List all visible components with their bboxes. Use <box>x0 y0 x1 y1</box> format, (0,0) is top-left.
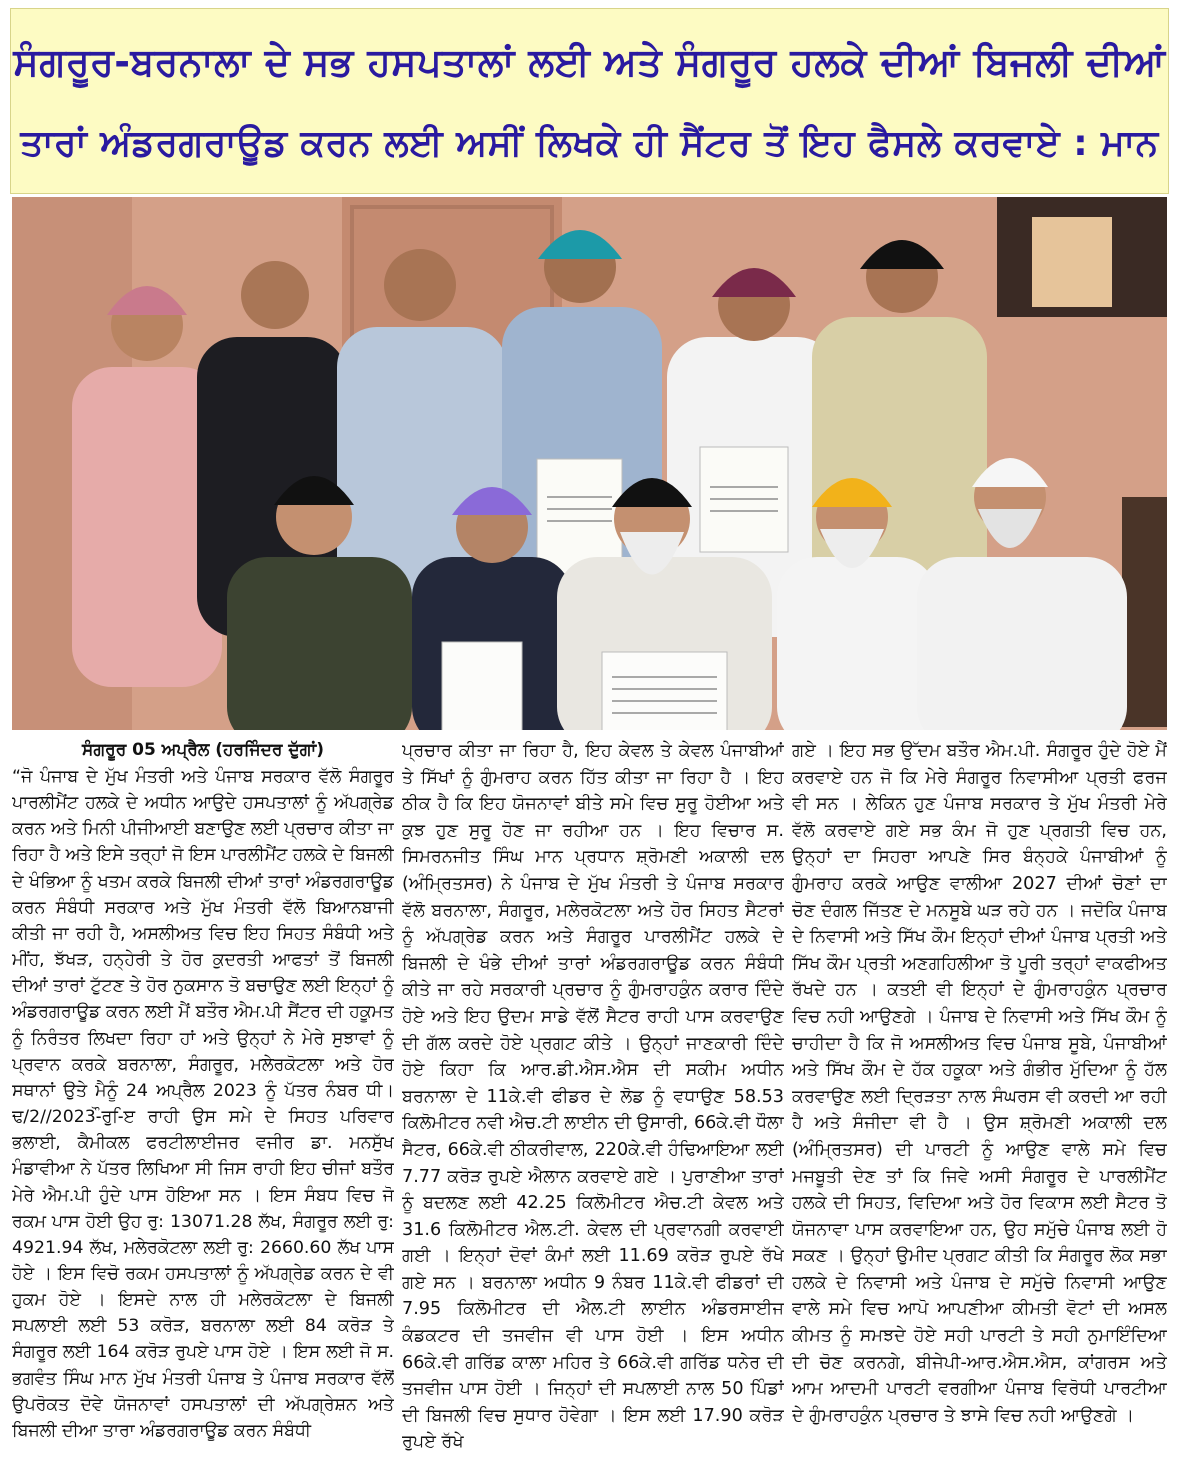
dateline: ਸੰਗਰੂਰ 05 ਅਪ੍ਰੈਲ (ਹਰਜਿੰਦਰ ਦੁੱਗਾਂ) <box>82 740 324 760</box>
document-front-2 <box>602 652 727 730</box>
column-1-text: “ਜੋ ਪੰਜਾਬ ਦੇ ਮੁੱਖ ਮੰਤਰੀ ਅਤੇ ਪੰਜਾਬ ਸਰਕਾਰ ਵੱਲੋ ਸੰਗਰੂਰ ਪਾਰਲੀਮੈਂਟ ਹਲਕੇ ਦੇ ਅਧੀਨ ਆਉਦੇ ਹਸਪਤਾਲਾਂ ਨੂੰ ਅੱਪਗ੍ਰੇਡ ਕਰਨ ਅਤੇ ਮਿਨੀ ਪੀਜੀਆਈ ਬਣਾਉਣ ਲਈ ਪ੍ਰਚਾਰ ਕੀਤਾ ਜਾ ਰਿਹਾ ਹੈ ਅਤੇ ਇਸੇ ਤਰ੍ਹਾਂ ਜੋ ਇਸ ਪਾਰਲੀਮੈਂਟ ਹਲਕੇ ਦੇ ਬਿਜਲੀ ਦੇ ਖੰਭਿਆ ਨੂੰ ਖਤਮ ਕਰਕੇ ਬਿਜਲੀ ਦੀਆਂ ਤਾਰਾਂ ਅੰਡਰਗਰਾਊਡ ਕਰਨ ਸੰਬੰਧੀ ਸਰਕਾਰ ਅਤੇ ਮੁੱਖ ਮੰਤਰੀ ਵੱਲੋ ਬਿਆਨਬਾਜੀ ਕੀਤੀ ਜਾ ਰਹੀ ਹੈ, ਅਸਲੀਅਤ ਵਿਚ ਇਹ ਸਿਹਤ ਸੰਬੰਧੀ ਅਤੇ ਮੀਂਹ, ਝੱਖੜ, ਹਨ੍ਹੇਰੀ ਤੇ ਹੋਰ ਕੁਦਰਤੀ ਆਫਤਾਂ ਤੋਂ ਬਿਜਲੀ ਦੀਆਂ ਤਾਰਾਂ ਟੁੱਟਣ ਤੇ ਹੋਰ ਨੁਕਸਾਨ ਤੋ ਬਚਾਉਣ ਲਈ ਇਨ੍ਹਾਂ ਨੂੰ ਅੰਡਰਗਰਾਊਡ ਕਰਨ ਲਈ ਮੈਂ ਬਤੌਰ ਐਮ.ਪੀ ਸੈਂਟਰ ਦੀ ਹਕੂਮਤ ਨੂੰ ਨਿਰੰਤਰ ਲਿਖਦਾ ਰਿਹਾ ਹਾਂ ਅਤੇ ਉਨ੍ਹਾਂ ਨੇ ਮੇਰੇ ਸੁਝਾਵਾਂ ਨੂੰ ਪ੍ਰਵਾਨ ਕਰਕੇ ਬਰਨਾਲਾ, ਸੰਗਰੂਰ, ਮਲੇਰਕੋਟਲਾ ਅਤੇ ਹੋਰ ਸਥਾਨਾਂ ਉਤੇ ਮੈਨੂੰ 24 ਅਪ੍ਰੈਲ 2023 ਨੂੰ ਪੱਤਰ ਨੰਬਰ ਧੀ।ਢ/2//2023-ੌਰੁ-ਿੲ ਰਾਹੀ ਉਸ ਸਮੇ ਦੇ ਸਿਹਤ ਪਰਿਵਾਰ ਭਲਾਈ, ਕੈਮੀਕਲ ਫਰਟੀਲਾਈਜਰ ਵਜੀਰ ਡਾ. ਮਨਸੁੱਖ ਮੰਡਾਵੀਆ ਨੇ ਪੱਤਰ ਲਿਖਿਆ ਸੀ ਜਿਸ ਰਾਹੀ ਇਹ ਚੀਜਾਂ ਬਤੌਰ ਮੇਰੇ ਐਮ.ਪੀ ਹੁੰਦੇ ਪਾਸ ਹੋਇਆ ਸਨ । ਇਸ ਸੰਬਧ ਵਿਚ ਜੋ ਰਕਮ ਪਾਸ ਹੋਈ ਉਹ ਰੁ: 13071.28 ਲੱਖ, ਸੰਗਰੂਰ ਲਈ ਰੁ: 4921.94 ਲੱਖ, ਮਲੇਰਕੋਟਲਾ ਲਈ ਰੁ: 2660.60 ਲੱਖ ਪਾਸ ਹੋਏ । ਇਸ ਵਿਚੋ ਰਕਮ ਹਸਪਤਾਲਾਂ ਨੂੰ ਅੱਪਗ੍ਰੇਡ ਕਰਨ ਦੇ ਵੀ ਹੁਕਮ ਹੋਏ । ਇਸਦੇ ਨਾਲ ਹੀ ਮਲੇਰਕੋਟਲਾ ਦੇ ਬਿਜਲੀ ਸਪਲਾਈ ਲਈ 53 ਕਰੋੜ, ਬਰਨਾਲਾ ਲਈ 84 ਕਰੋੜ ਤੇ ਸੰਗਰੂਰ ਲਈ 164 ਕਰੋੜ ਰੁਪਏ ਪਾਸ ਹੋਏ । ਇਸ ਲਈ ਜੋ ਸ. ਭਗਵੰਤ ਸਿੰਘ ਮਾਨ ਮੁੱਖ ਮੰਤਰੀ ਪੰਜਾਬ ਤੇ ਪੰਜਾਬ ਸਰਕਾਰ ਵੱਲੋਂ ਉਪਰੋਕਤ ਦੋਵੇ ਯੋਜਨਾਵਾਂ ਹਸਪਤਾਲਾਂ ਦੀ ਅੱਪਗ੍ਰੇਸ਼ਨ ਅਤੇ ਬਿਜਲੀ ਦੀਆ ਤਾਰਾ ਅੰਡਰਗਰਾਊਡ ਕਰਨ ਸੰਬੰਧੀ <box>12 767 394 1441</box>
headline-line-2: ਤਾਰਾਂ ਅੰਡਰਗਰਾਊਡ ਕਰਨ ਲਈ ਅਸੀਂ ਲਿਖਕੇ ਹੀ ਸੈਂਟਰ ਤੋਂ ਇਹ ਫੈਸਲੇ ਕਰਵਾਏ : ਮਾਨ <box>20 123 1159 164</box>
headline-band <box>10 8 1169 194</box>
document-held-1 <box>537 459 622 574</box>
column-3-text: ਗਏ । ਇਹ ਸਭ ਉੱਦਮ ਬਤੌਰ ਐਮ.ਪੀ. ਸੰਗਰੂਰ ਹੁੰਦੇ ਹੋਏ ਮੈਂ ਕਰਵਾਏ ਹਨ ਜੋ ਕਿ ਮੇਰੇ ਸੰਗਰੂਰ ਨਿਵਾਸੀਆ ਪ੍ਰਤੀ ਫਰਜ ਵੀ ਸਨ । ਲੇਕਿਨ ਹੁਣ ਪੰਜਾਬ ਸਰਕਾਰ ਤੇ ਮੁੱਖ ਮੰਤਰੀ ਮੇਰੇ ਵੱਲੋ ਕਰਵਾਏ ਗਏ ਸਭ ਕੰਮ ਜੋ ਹੁਣ ਪ੍ਰਗਤੀ ਵਿਚ ਹਨ, ਉਨ੍ਹਾਂ ਦਾ ਸਿਹਰਾ ਆਪਣੇ ਸਿਰ ਬੰਨ੍ਹਕੇ ਪੰਜਾਬੀਆਂ ਨੂੰ ਗੁੰਮਰਾਹ ਕਰਕੇ ਆਉਣ ਵਾਲੀਆ 2027 ਦੀਆਂ ਚੋਣਾਂ ਦਾ ਚੋਣ ਦੰਗਲ ਜਿੱਤਣ ਦੇ ਮਨਸੂਬੇ ਘੜ ਰਹੇ ਹਨ । ਜਦੋਕਿ ਪੰਜਾਬ ਦੇ ਨਿਵਾਸੀ ਅਤੇ ਸਿੱਖ ਕੌਮ ਇਨ੍ਹਾਂ ਦੀਆਂ ਪੰਜਾਬ ਪ੍ਰਤੀ ਅਤੇ ਸਿੱਖ ਕੌਮ ਪ੍ਰਤੀ ਅਣਗਹਿਲੀਆ ਤੋ ਪੂਰੀ ਤਰ੍ਹਾਂ ਵਾਕਫੀਅਤ ਰੱਖਦੇ ਹਨ । ਕਤਈ ਵੀ ਇਨ੍ਹਾਂ ਦੇ ਗੁੰਮਰਾਹਕੁੰਨ ਪ੍ਰਚਾਰ ਵਿਚ ਨਹੀ ਆਉਣਗੇ । ਪੰਜਾਬ ਦੇ ਨਿਵਾਸੀ ਅਤੇ ਸਿੱਖ ਕੌਮ ਨੂੰ ਚਾਹੀਦਾ ਹੈ ਕਿ ਜੋ ਅਸਲੀਅਤ ਵਿਚ ਪੰਜਾਬ ਸੂਬੇ, ਪੰਜਾਬੀਆਂ ਅਤੇ ਸਿੱਖ ਕੌਮ ਦੇ ਹੱਕ ਹਕੂਕਾ ਅਤੇ ਗੰਭੀਰ ਮੁੱਦਿਆ ਨੂੰ ਹੱਲ ਕਰਵਾਉਣ ਲਈ ਦ੍ਰਿੜਤਾ ਨਾਲ ਸੰਘਰਸ ਵੀ ਕਰਦੀ ਆ ਰਹੀ ਹੈ ਅਤੇ ਸੰਜੀਦਾ ਵੀ ਹੈ । ਉਸ ਸ਼੍ਰੋਮਣੀ ਅਕਾਲੀ ਦਲ (ਅੰਮ੍ਰਿਤਸਰ) ਦੀ ਪਾਰਟੀ ਨੂੰ ਆਉਣ ਵਾਲੇ ਸਮੇ ਵਿਚ ਮਜਬੂਤੀ ਦੇਣ ਤਾਂ ਕਿ ਜਿਵੇ ਅਸੀ ਸੰਗਰੂਰ ਦੇ ਪਾਰਲੀਮੈਂਟ ਹਲਕੇ ਦੀ ਸਿਹਤ, ਵਿਦਿਆ ਅਤੇ ਹੋਰ ਵਿਕਾਸ ਲਈ ਸੈਟਰ ਤੋ ਯੋਜਨਾਵਾ ਪਾਸ ਕਰਵਾਇਆ ਹਨ, ਉਹ ਸਮੁੱਚੇ ਪੰਜਾਬ ਲਈ ਹੋ ਸਕਣ । ਉਨ੍ਹਾਂ ਉਮੀਦ ਪ੍ਰਗਟ ਕੀਤੀ ਕਿ ਸੰਗਰੂਰ ਲੋਕ ਸਭਾ ਹਲਕੇ ਦੇ ਨਿਵਾਸੀ ਅਤੇ ਪੰਜਾਬ ਦੇ ਸਮੁੱਚੇ ਨਿਵਾਸੀ ਆਉਣ ਵਾਲੇ ਸਮੇ ਵਿਚ ਆਪੋ ਆਪਣੀਆ ਕੀਮਤੀ ਵੋਟਾਂ ਦੀ ਅਸਲ ਕੀਮਤ ਨੂੰ ਸਮਝਦੇ ਹੋਏ ਸਹੀ ਪਾਰਟੀ ਤੇ ਸਹੀ ਨੁਮਾਇੰਦਿਆ ਦੀ ਚੋਣ ਕਰਨਗੇ, ਬੀਜੇਪੀ-ਆਰ.ਐਸ.ਐਸ, ਕਾਂਗਰਸ ਅਤੇ ਆਮ ਆਦਮੀ ਪਾਰਟੀ ਵਰਗੀਆ ਪੰਜਾਬ ਵਿਰੋਧੀ ਪਾਰਟੀਆ ਦੇ ਗੁੰਮਰਾਹਕੁੰਨ ਪ੍ਰਚਾਰ ਤੇ ਝਾਸੇ ਵਿਚ ਨਹੀ ਆਉਣਗੇ । <box>792 741 1167 1426</box>
article-column-3 <box>792 738 1167 1476</box>
group-photo-illustration <box>12 197 1167 730</box>
vase <box>1122 497 1167 727</box>
document-front-1 <box>442 642 522 730</box>
article-column-2 <box>402 738 784 1476</box>
article-column-1 <box>12 738 394 1476</box>
article-body <box>12 738 1167 1476</box>
news-photo <box>12 197 1167 730</box>
headline-line-1: ਸੰਗਰੂਰ-ਬਰਨਾਲਾ ਦੇ ਸਭ ਹਸਪਤਾਲਾਂ ਲਈ ਅਤੇ ਸੰਗਰੂਰ ਹਲਕੇ ਦੀਆਂ ਬਿਜਲੀ ਦੀਆਂ <box>13 40 1166 84</box>
column-2-text: ਪ੍ਰਚਾਰ ਕੀਤਾ ਜਾ ਰਿਹਾ ਹੈ, ਇਹ ਕੇਵਲ ਤੇ ਕੇਵਲ ਪੰਜਾਬੀਆਂ ਤੇ ਸਿੱਖਾਂ ਨੂੰ ਗੁੰਮਰਾਹ ਕਰਨ ਹਿੱਤ ਕੀਤਾ ਜਾ ਰਿਹਾ ਹੈ । ਇਹ ਠੀਕ ਹੈ ਕਿ ਇਹ ਯੋਜਨਾਵਾਂ ਬੀਤੇ ਸਮੇ ਵਿਚ ਸੁਰੂ ਹੋਈਆ ਅਤੇ ਕੁਝ ਹੁਣ ਸੁਰੂ ਹੋਣ ਜਾ ਰਹੀਆ ਹਨ । ਇਹ ਵਿਚਾਰ ਸ. ਸਿਮਰਨਜੀਤ ਸਿੰਘ ਮਾਨ ਪ੍ਰਧਾਨ ਸ਼੍ਰੋਮਣੀ ਅਕਾਲੀ ਦਲ (ਅੰਮ੍ਰਿਤਸਰ) ਨੇ ਪੰਜਾਬ ਦੇ ਮੁੱਖ ਮੰਤਰੀ ਤੇ ਪੰਜਾਬ ਸਰਕਾਰ ਵੱਲੋ ਬਰਨਾਲਾ, ਸੰਗਰੂਰ, ਮਲੇਰਕੋਟਲਾ ਅਤੇ ਹੋਰ ਸਿਹਤ ਸੈਟਰਾਂ ਨੂੰ ਅੱਪਗ੍ਰੇਡ ਕਰਨ ਅਤੇ ਸੰਗਰੂਰ ਪਾਰਲੀਮੈਂਟ ਹਲਕੇ ਦੇ ਬਿਜਲੀ ਦੇ ਖੰਭੇ ਦੀਆਂ ਤਾਰਾਂ ਅੰਡਰਗਰਾਊਡ ਕਰਨ ਸੰਬੰਧੀ ਕੀਤੇ ਜਾ ਰਹੇ ਸਰਕਾਰੀ ਪ੍ਰਚਾਰ ਨੂੰ ਗੁੰਮਰਾਹਕੁੰਨ ਕਰਾਰ ਦਿੰਦੇ ਹੋਏ ਅਤੇ ਇਹ ਉਦਮ ਸਾਡੇ ਵੱਲੋਂ ਸੈਟਰ ਰਾਹੀ ਪਾਸ ਕਰਵਾਉਣ ਦੀ ਗੱਲ ਕਰਦੇ ਹੋਏ ਪ੍ਰਗਟ ਕੀਤੇ । ਉਨ੍ਹਾਂ ਜਾਣਕਾਰੀ ਦਿੰਦੇ ਹੋਏ ਕਿਹਾ ਕਿ ਆਰ.ਡੀ.ਐਸ.ਐਸ ਦੀ ਸਕੀਮ ਅਧੀਨ ਬਰਨਾਲਾ ਦੇ 11ਕੇ.ਵੀ ਫੀਡਰ ਦੇ ਲੋਡ ਨੂੰ ਵਧਾਉਣ 58.53 ਕਿਲੋਮੀਟਰ ਨਵੀ ਐਚ.ਟੀ ਲਾਈਨ ਦੀ ਉਸਾਰੀ, 66ਕੇ.ਵੀ ਧੌਲਾ ਸੈਟਰ, 66ਕੇ.ਵੀ ਠੀਕਰੀਵਾਲ, 220ਕੇ.ਵੀ ਹੰਢਿਆਇਆ ਲਈ 7.77 ਕਰੋੜ ਰੁਪਏ ਐਲਾਨ ਕਰਵਾਏ ਗਏ । ਪੁਰਾਣੀਆ ਤਾਰਾਂ ਨੂੰ ਬਦਲਣ ਲਈ 42.25 ਕਿਲੋਮੀਟਰ ਐਚ.ਟੀ ਕੇਵਲ ਅਤੇ 31.6 ਕਿਲੋਮੀਟਰ ਐਲ.ਟੀ. ਕੇਵਲ ਦੀ ਪ੍ਰਵਾਨਗੀ ਕਰਵਾਈ ਗਈ । ਇਨ੍ਹਾਂ ਦੋਵਾਂ ਕੰਮਾਂ ਲਈ 11.69 ਕਰੋੜ ਰੁਪਏ ਰੱਖੇ ਗਏ ਸਨ । ਬਰਨਾਲਾ ਅਧੀਨ 9 ਨੰਬਰ 11ਕੇ.ਵੀ ਫੀਡਰਾਂ ਦੀ 7.95 ਕਿਲੋਮੀਟਰ ਦੀ ਐਲ.ਟੀ ਲਾਈਨ ਅੰਡਰਸਾਈਜ ਕੰਡਕਟਰ ਦੀ ਤਜਵੀਜ ਵੀ ਪਾਸ ਹੋਈ । ਇਸ ਅਧੀਨ 66ਕੇ.ਵੀ ਗਰਿੱਡ ਕਾਲਾ ਮਹਿਰ ਤੇ 66ਕੇ.ਵੀ ਗਰਿੱਡ ਧਨੇਰ ਦੀ ਤਜਵੀਜ ਪਾਸ ਹੋਈ । ਜਿਨ੍ਹਾਂ ਦੀ ਸਪਲਾਈ ਨਾਲ 50 ਪਿੰਡਾਂ ਦੀ ਬਿਜਲੀ ਵਿਚ ਸੁਧਾਰ ਹੋਵੇਗਾ । ਇਸ ਲਈ 17.90 ਕਰੋੜ ਰੁਪਏ ਰੱਖੇ <box>402 741 784 1453</box>
